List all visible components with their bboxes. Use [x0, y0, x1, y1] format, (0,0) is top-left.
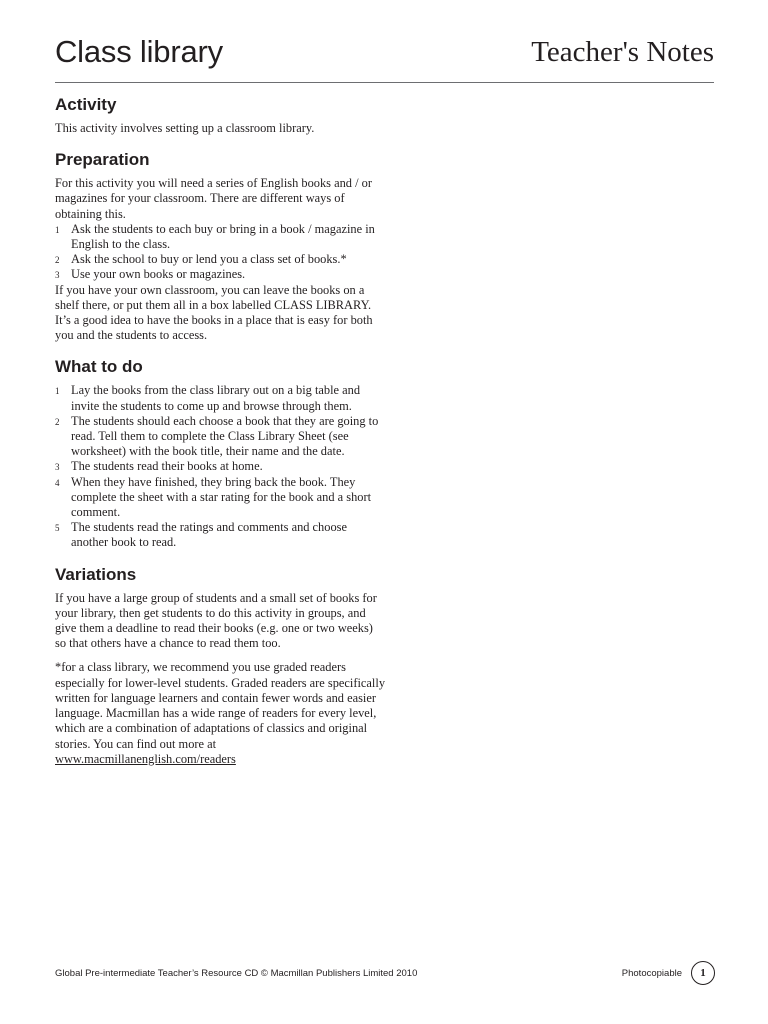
what-to-do-section [55, 356, 385, 550]
variations-section [55, 564, 385, 767]
list-text: The students read the ratings and comments and choose another book to read. [71, 520, 347, 550]
list-number: 3 [55, 462, 60, 473]
list-text: When they have finished, they bring back the book. They complete the sheet with a star rating for the book and a short comment. [71, 474, 372, 520]
page-number: 1 [691, 961, 715, 985]
preparation-section [55, 149, 385, 343]
list-item [55, 252, 385, 267]
readers-link[interactable]: www.macmillanenglish.com/readers [55, 751, 236, 766]
what-to-do-heading: What to do [55, 357, 143, 377]
list-text: Use your own books or magazines. [71, 267, 246, 282]
list-number: 4 [55, 477, 60, 488]
list-text: Ask the students to each buy or bring in a book / magazine in English to the class. [71, 221, 375, 252]
list-number: 1 [55, 386, 60, 397]
list-item [55, 222, 385, 252]
preparation-outro: If you have your own classroom, you can leave the books on a shelf there, or put them all in a box labelled CLASS LIBRARY. It’s a good idea to have the books in a place that is easy for both you and the students to access. [55, 282, 373, 343]
variations-heading: Variations [55, 564, 137, 584]
list-item [55, 520, 385, 550]
activity-text: This activity involves setting up a classroom library. [55, 121, 315, 135]
preparation-heading: Preparation [55, 150, 150, 170]
page-header [55, 30, 714, 80]
list-item [55, 414, 385, 460]
header-divider [55, 82, 714, 83]
variations-text: If you have a large group of students and a small set of books for your library, then get students to do this activity in groups, and give them a deadline to read their books (e.g. one or two weeks) so that others have a chance to read them too. [55, 590, 377, 651]
list-text: Lay the books from the class library out on a big table and invite the students to come up and browse through them. [71, 383, 361, 413]
list-item [55, 475, 385, 521]
list-number: 1 [55, 224, 60, 235]
footnote-text: *for a class library, we recommend you use graded readers especially for lower-level students. Graded readers are specifically written for language learners and contain fewer words and easier language. Macmillan has a wide range of readers for every level, which are a combination of adaptations of classics and original stories. You can find out more at [55, 660, 386, 751]
list-item [55, 459, 385, 474]
list-text: Ask the school to buy or lend you a class set of books.* [71, 252, 347, 267]
photocopiable-label: Photocopiable [621, 968, 682, 979]
teachers-notes-title: Teacher's Notes [531, 36, 714, 68]
footnote [55, 660, 385, 766]
list-number: 3 [55, 270, 60, 281]
list-item [55, 383, 385, 413]
list-text: The students read their books at home. [71, 459, 263, 474]
activity-heading: Activity [55, 95, 117, 114]
list-number: 2 [55, 416, 60, 427]
what-to-do-list [55, 383, 385, 550]
preparation-intro: For this activity you will need a series of English books and / or magazines for your classroom. There are different ways of obtaining this. [55, 176, 372, 221]
main-content [55, 92, 385, 780]
page-footer [55, 966, 715, 988]
list-text: The students should each choose a book that they are going to read. Tell them to complete the Class Library Sheet (see worksheet) with the book title, their name and the date. [71, 413, 379, 459]
list-item [55, 267, 385, 282]
preparation-list [55, 222, 385, 283]
footer-copyright: Global Pre-intermediate Teacher’s Resource CD © Macmillan Publishers Limited 2010 [55, 968, 418, 979]
activity-section [55, 94, 385, 136]
page-title: Class library [55, 34, 223, 69]
list-number: 5 [55, 523, 60, 534]
list-number: 2 [55, 255, 60, 266]
